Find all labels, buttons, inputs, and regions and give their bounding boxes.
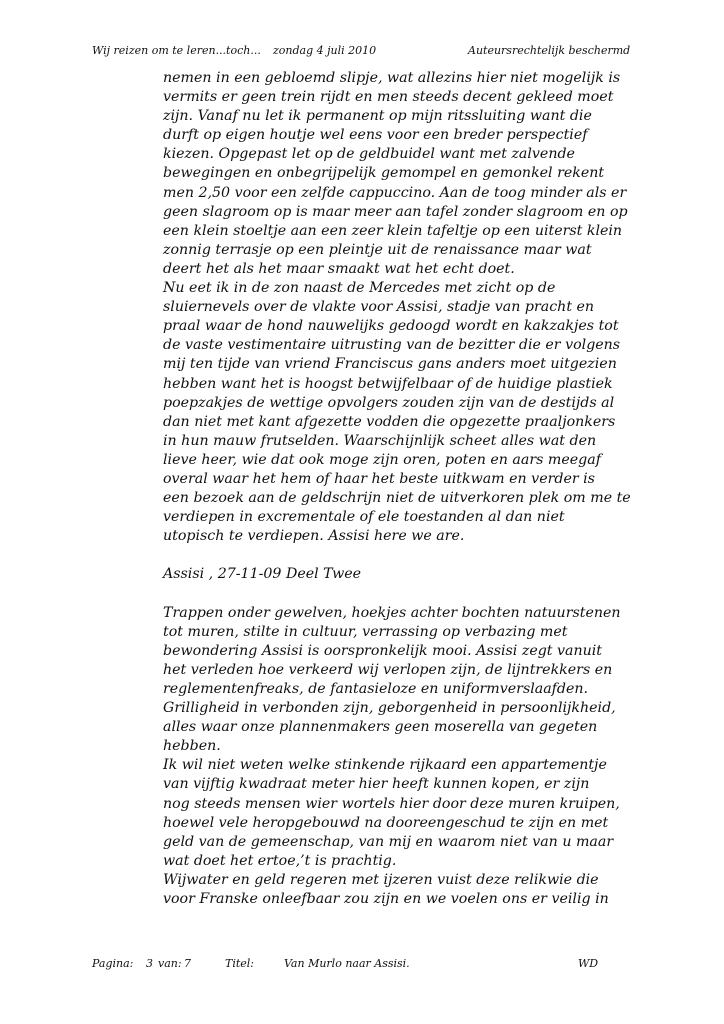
- text-line: lieve heer, wie dat ook moge zijn oren, poten en aars meegaf: [163, 451, 601, 468]
- section-title: Assisi , 27-11-09 Deel Twee: [163, 566, 362, 583]
- text-line: hoewel vele heropgebouwd na dooreengeschud te zijn en met: [163, 814, 609, 831]
- text-line: mij ten tijde van vriend Franciscus gans anders moet uitgezien: [163, 356, 617, 373]
- text-line: tot muren, stilte in cultuur, verrassing op verbazing met: [163, 623, 568, 640]
- text-line: durft op eigen houtje wel eens voor een breder perspectief: [163, 127, 588, 144]
- paragraph-1: [163, 69, 663, 279]
- header-left-text: Wij reizen om te leren...toch...: [92, 44, 261, 57]
- paragraph-2: [163, 279, 663, 546]
- footer-page-label: Pagina:: [92, 957, 134, 970]
- text-line: utopisch te verdiepen. Assisi here we are.: [163, 528, 465, 545]
- text-line: voor Franske onleefbaar zou zijn en we voelen ons er veilig in: [163, 891, 609, 908]
- text-line: bewegingen en onbegrijpelijk gemompel en gemonkel rekent: [163, 165, 605, 182]
- text-line: in hun mauw frutselden. Waarschijnlijk scheet alles wat den: [163, 432, 597, 449]
- text-line: geld van de gemeenschap, van mij en waarom niet van u maar: [163, 833, 614, 850]
- text-line: deert het als het maar smaakt wat het echt doet.: [163, 260, 515, 277]
- text-line: Nu eet ik in de zon naast de Mercedes met zicht op de: [163, 280, 556, 297]
- text-line: men 2,50 voor een zelfde cappuccino. Aan de toog minder als er: [163, 184, 627, 201]
- text-line: nog steeds mensen wier wortels hier door deze muren kruipen,: [163, 795, 620, 812]
- text-line: zonnig terrasje op een pleintje uit de renaissance maar wat: [163, 241, 592, 258]
- text-line: sluiernevels over de vlakte voor Assisi, stadje van pracht en: [163, 299, 595, 316]
- text-line: Grilligheid in verbonden zijn, geborgenheid in persoonlijkheid,: [163, 700, 616, 717]
- text-line: bewondering Assisi is oorspronkelijk mooi. Assisi zegt vanuit: [163, 642, 603, 659]
- paragraph-5: [163, 871, 663, 909]
- document-body: [163, 69, 663, 909]
- header-date: zondag 4 juli 2010: [273, 44, 377, 57]
- footer-initials: WD: [578, 957, 599, 970]
- header-copyright: Auteursrechtelijk beschermd: [468, 44, 631, 57]
- footer-page-number: 3: [146, 957, 153, 970]
- text-line: nemen in een gebloemd slipje, wat allezins hier niet mogelijk is: [163, 70, 621, 86]
- text-line: hebben want het is hoogst betwijfelbaar of de huidige plastiek: [163, 375, 613, 392]
- text-line: reglementenfreaks, de fantasieloze en uniformverslaafden.: [163, 681, 589, 697]
- text-line: poepzakjes de wettige opvolgers zouden zijn van de destijds al: [163, 394, 615, 411]
- text-line: van vijftig kwadraat meter hier heeft kunnen kopen, er zijn: [163, 776, 590, 793]
- text-line: een klein stoeltje aan een zeer klein tafeltje op een uiterst klein: [163, 222, 623, 239]
- text-line: Ik wil niet weten welke stinkende rijkaard een appartementje: [163, 757, 607, 774]
- text-line: alles waar onze plannenmakers geen moserella van gegeten: [163, 719, 598, 736]
- paragraph-3: [163, 604, 663, 757]
- footer-page-total: 7: [184, 957, 191, 970]
- text-line: verdiepen in excrementale of ele toestanden al dan niet: [163, 509, 565, 526]
- text-line: praal waar de hond nauwelijks gedoogd wordt en kakzakjes tot: [163, 318, 619, 335]
- text-line: hebben.: [163, 738, 221, 755]
- text-line: Wijwater en geld regeren met ijzeren vuist deze relikwie die: [163, 871, 599, 888]
- text-line: geen slagroom op is maar meer aan tafel zonder slagroom en op: [163, 203, 628, 220]
- footer-van-label: van:: [158, 957, 182, 970]
- paragraph-4: [163, 756, 663, 871]
- blank-line: [163, 585, 663, 604]
- text-line: de vaste vestimentaire uitrusting van de bezitter die er volgens: [163, 337, 621, 354]
- text-line: Trappen onder gewelven, hoekjes achter bochten natuurstenen: [163, 604, 621, 621]
- text-line: wat doet het ertoe,’t is prachtig.: [163, 852, 397, 869]
- footer-title: Van Murlo naar Assisi.: [284, 957, 410, 970]
- text-line: kiezen. Opgepast let op de geldbuidel want met zalvende: [163, 146, 575, 163]
- blank-line: [163, 546, 663, 565]
- text-line: een bezoek aan de geldschrijn niet de uitverkoren plek om me te: [163, 490, 631, 507]
- text-line: overal waar het hem of haar het beste uitkwam en verder is: [163, 470, 595, 487]
- text-line: vermits er geen trein rijdt en men steeds decent gekleed moet: [163, 89, 614, 106]
- text-line: zijn. Vanaf nu let ik permanent op mijn ritssluiting want die: [163, 108, 592, 125]
- footer-title-label: Titel:: [225, 957, 255, 970]
- text-line: dan niet met kant afgezette vodden die opgezette praaljonkers: [163, 413, 616, 430]
- text-line: het verleden hoe verkeerd wij verlopen zijn, de lijntrekkers en: [163, 661, 613, 678]
